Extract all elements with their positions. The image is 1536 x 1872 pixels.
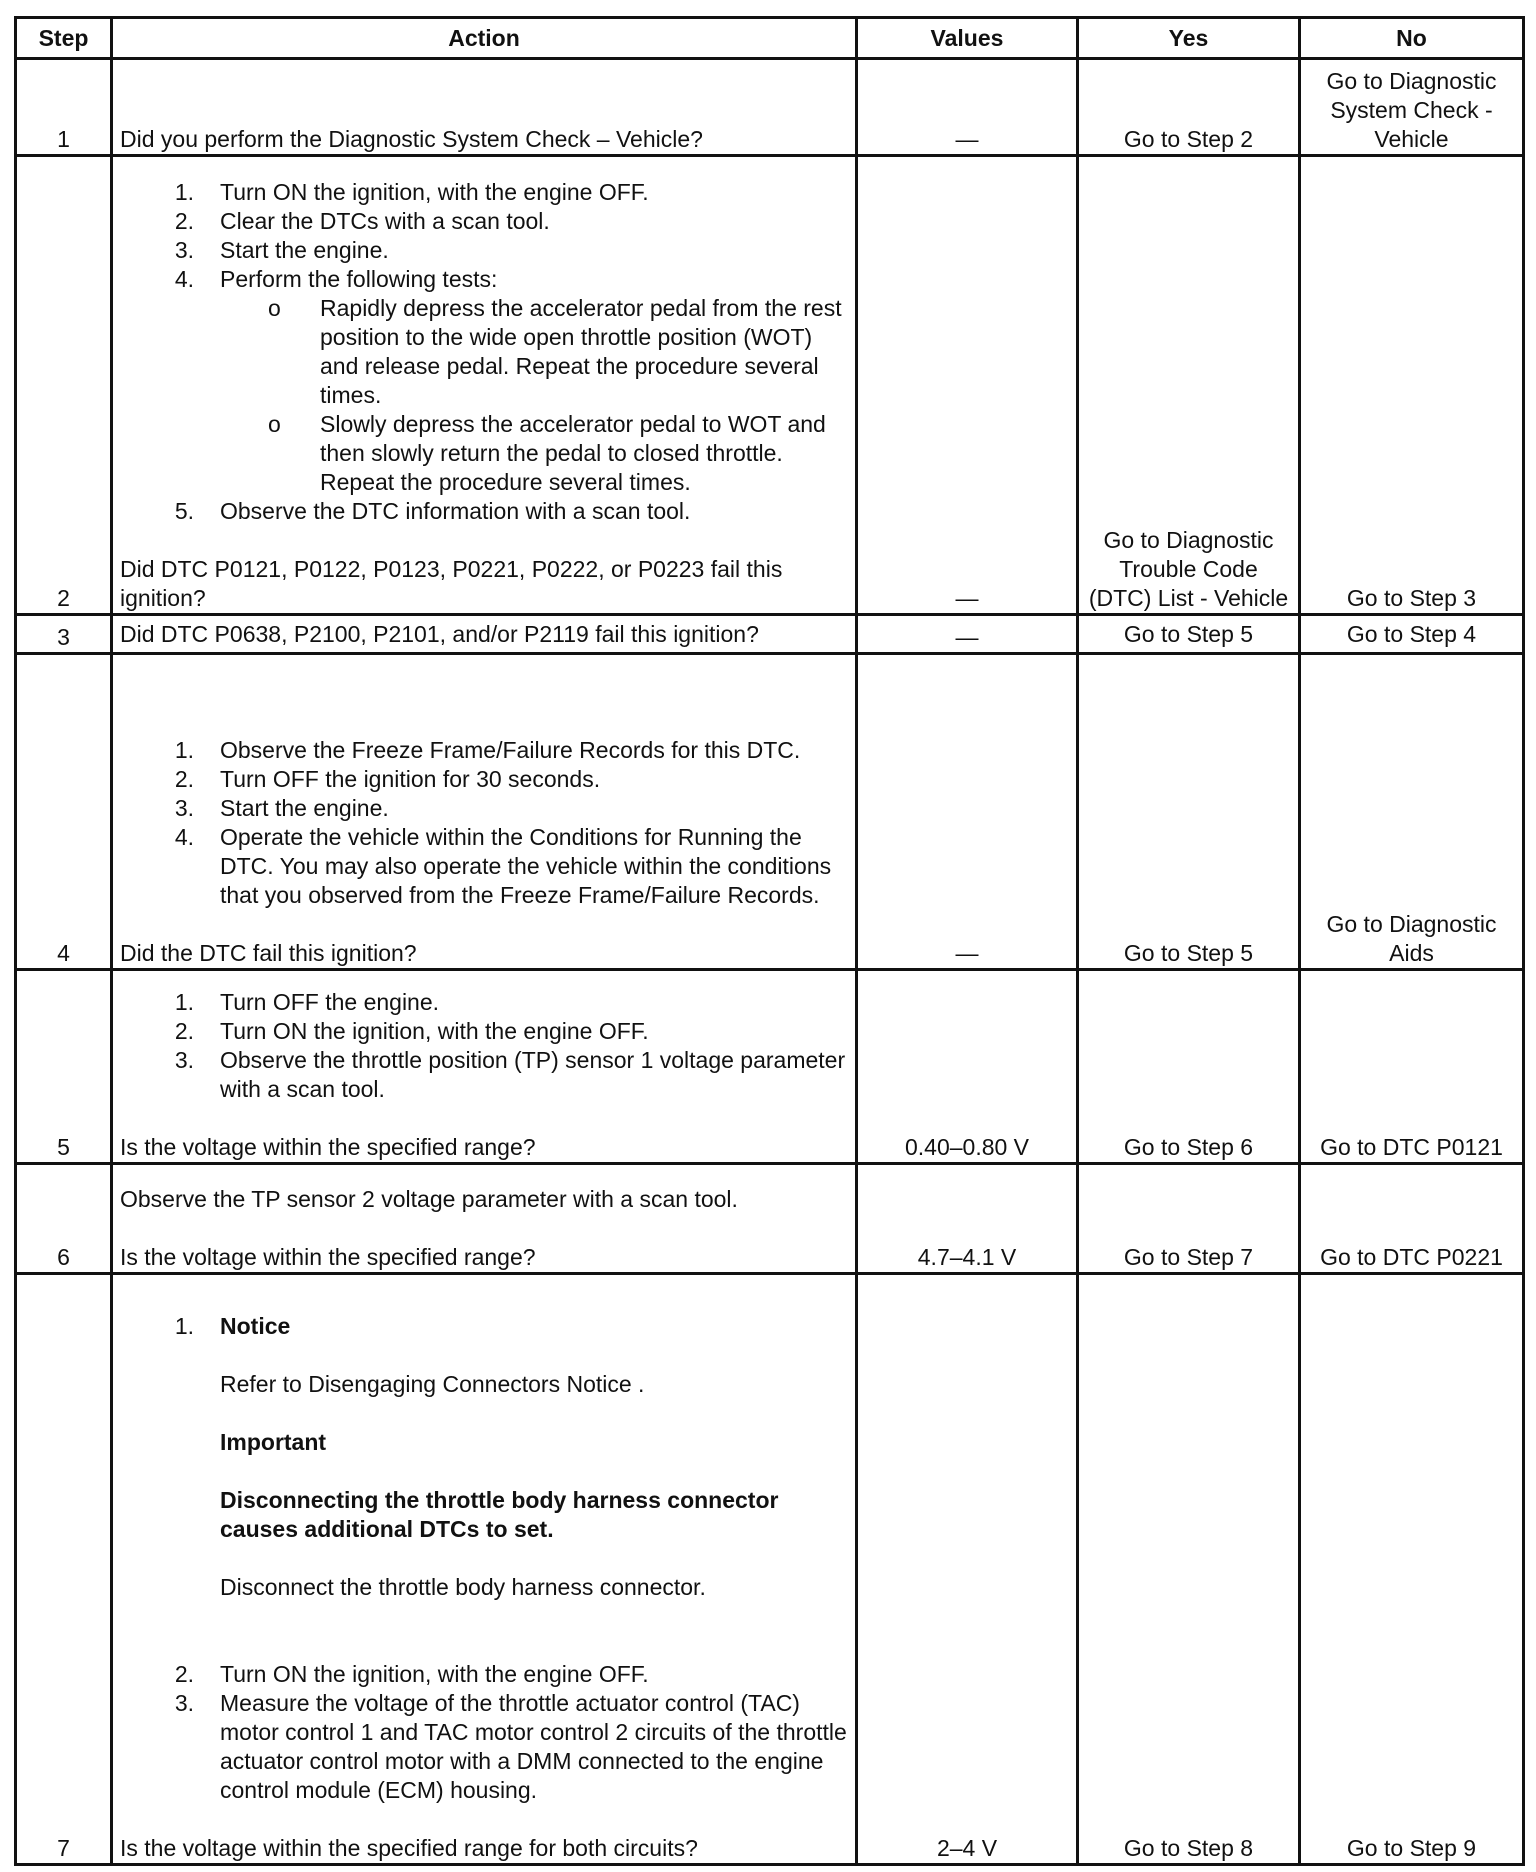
yes-cell: Go to Step 7 — [1078, 1164, 1300, 1274]
values-cell: — — [857, 654, 1078, 970]
no-cell: Go to Step 4 — [1300, 615, 1524, 654]
important-text: Disconnecting the throttle body harness connector causes additional DTCs to set. — [220, 1487, 779, 1542]
diagnostic-table — [14, 16, 1525, 1866]
header-values: Values — [857, 18, 1078, 59]
procedure-list — [120, 1312, 848, 1805]
no-cell: Go to DTC P0221 — [1300, 1164, 1524, 1274]
list-item: 3. Measure the voltage of the throttle actuator control (TAC) motor control 1 and TAC motor control 2 circuits of the throttle actuator control motor with a DMM connected to the engine control module (ECM) housing. — [174, 1690, 847, 1803]
action-question: Did DTC P0638, P2100, P2101, and/or P2119 fail this ignition? — [120, 620, 759, 647]
list-item: 4. Perform the following tests: o Rapidly depress the accelerator pedal from the rest position to the wide open throttle position (WOT) and release pedal. Repeat the procedure several times. o Slowly depress the accelerator pedal to WOT and then slowly return the pedal to closed throttle. Repeat the procedure several times. — [120, 265, 848, 497]
step-number: 3 — [16, 615, 112, 654]
list-item: 2. Turn ON the ignition, with the engine OFF. — [174, 1661, 649, 1687]
procedure-list — [120, 736, 848, 910]
header-no: No — [1300, 18, 1524, 59]
action-question: Is the voltage within the specified range? — [120, 1134, 536, 1160]
step-number: 1 — [16, 59, 112, 156]
list-item: 1. Observe the Freeze Frame/Failure Records for this DTC. — [174, 737, 801, 763]
yes-cell: Go to Step 6 — [1078, 970, 1300, 1164]
action-question: Did you perform the Diagnostic System Check – Vehicle? — [120, 126, 703, 152]
values-cell: 2–4 V — [857, 1274, 1078, 1865]
header-yes: Yes — [1078, 18, 1300, 59]
no-cell: Go to Step 9 — [1300, 1274, 1524, 1865]
important-label: Important — [220, 1429, 327, 1455]
sub-list-item: o Rapidly depress the accelerator pedal from the rest position to the wide open throttle position (WOT) and release pedal. Repeat the procedure several times. — [268, 295, 842, 408]
values-cell: — — [857, 615, 1078, 654]
yes-cell: Go to Step 8 — [1078, 1274, 1300, 1865]
table-row — [16, 1274, 1524, 1865]
no-cell: Go to Step 3 — [1300, 156, 1524, 615]
header-step: Step — [16, 18, 112, 59]
action-cell — [112, 615, 857, 654]
table-row — [16, 654, 1524, 970]
action-question: Did DTC P0121, P0122, P0123, P0221, P0222, or P0223 fail this ignition? — [120, 556, 783, 611]
table-row — [16, 1164, 1524, 1274]
yes-cell: Go to Step 5 — [1078, 654, 1300, 970]
step-number: 4 — [16, 654, 112, 970]
notice-label: Notice — [220, 1313, 291, 1339]
list-item: 1. Turn ON the ignition, with the engine OFF. — [174, 179, 649, 205]
action-question: Is the voltage within the specified range for both circuits? — [120, 1835, 698, 1861]
header-action: Action — [112, 18, 857, 59]
action-cell — [112, 654, 857, 970]
action-cell — [112, 970, 857, 1164]
yes-cell: Go to Step 2 — [1078, 59, 1300, 156]
list-item: 3. Start the engine. — [174, 795, 389, 821]
list-item: 3. Observe the throttle position (TP) sensor 1 voltage parameter with a scan tool. — [174, 1047, 846, 1102]
no-cell: Go to Diagnostic System Check - Vehicle — [1300, 59, 1524, 156]
list-item: 1. Notice Refer to Disengaging Connectors Notice . Important Disconnecting the throttle body harness connector causes additional DTCs to set. Disconnect the throttle body harness connector. — [120, 1312, 848, 1660]
list-item: 1. Turn OFF the engine. — [174, 989, 440, 1015]
table-row — [16, 970, 1524, 1164]
procedure-list — [120, 988, 848, 1104]
step-number: 2 — [16, 156, 112, 615]
list-item: 2. Turn OFF the ignition for 30 seconds. — [174, 766, 601, 792]
list-item: 2. Turn ON the ignition, with the engine OFF. — [174, 1018, 649, 1044]
table-row — [16, 156, 1524, 615]
sub-list-item: o Slowly depress the accelerator pedal to WOT and then slowly return the pedal to closed throttle. Repeat the procedure several times. — [268, 411, 826, 495]
action-question: Did the DTC fail this ignition? — [120, 940, 417, 966]
header-row — [16, 18, 1524, 59]
instruction-text: Disconnect the throttle body harness connector. — [220, 1574, 706, 1600]
step-number: 7 — [16, 1274, 112, 1865]
action-instruction: Observe the TP sensor 2 voltage parameter with a scan tool. — [120, 1186, 738, 1212]
notice-text: Refer to Disengaging Connectors Notice . — [220, 1371, 645, 1397]
yes-cell: Go to Diagnostic Trouble Code (DTC) List - Vehicle — [1078, 156, 1300, 615]
values-cell: 0.40–0.80 V — [857, 970, 1078, 1164]
no-cell: Go to Diagnostic Aids — [1300, 654, 1524, 970]
table-row — [16, 615, 1524, 654]
action-cell — [112, 1274, 857, 1865]
action-cell — [112, 1164, 857, 1274]
list-item: 5. Observe the DTC information with a scan tool. — [174, 498, 691, 524]
no-cell: Go to DTC P0121 — [1300, 970, 1524, 1164]
list-item: 2. Clear the DTCs with a scan tool. — [174, 208, 550, 234]
values-cell: 4.7–4.1 V — [857, 1164, 1078, 1274]
action-question: Is the voltage within the specified range? — [120, 1244, 536, 1270]
list-item: 3. Start the engine. — [174, 237, 389, 263]
values-cell: — — [857, 59, 1078, 156]
list-item: 4. Operate the vehicle within the Conditions for Running the DTC. You may also operate the vehicle within the conditions that you observed from the Freeze Frame/Failure Records. — [174, 824, 832, 908]
action-cell — [112, 59, 857, 156]
step-number: 5 — [16, 970, 112, 1164]
action-cell — [112, 156, 857, 615]
table-row — [16, 59, 1524, 156]
yes-cell: Go to Step 5 — [1078, 615, 1300, 654]
step-number: 6 — [16, 1164, 112, 1274]
sub-list — [220, 294, 848, 497]
procedure-list — [120, 178, 848, 526]
values-cell: — — [857, 156, 1078, 615]
